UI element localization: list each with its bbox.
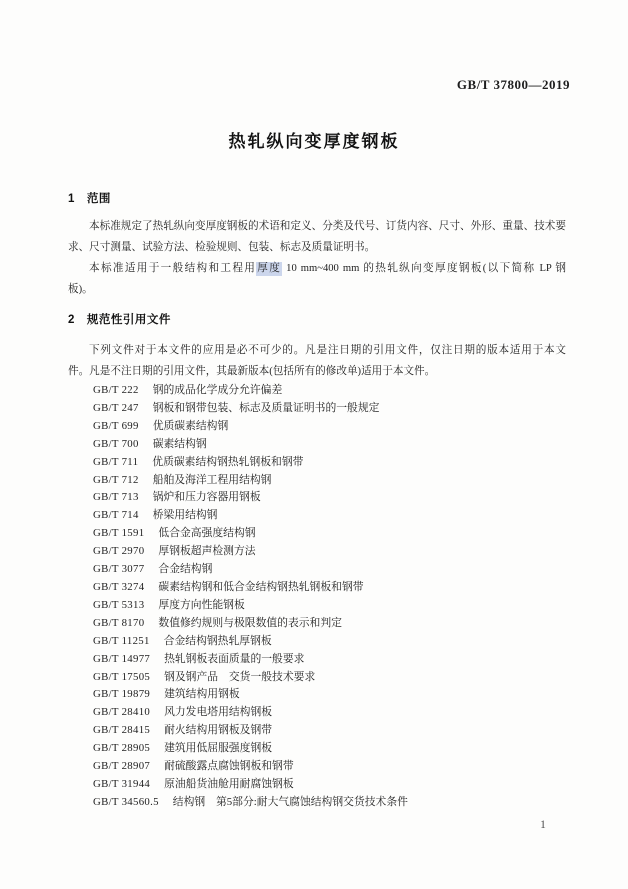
section-2-body bbox=[68, 340, 566, 382]
page-number: 1 bbox=[540, 819, 546, 831]
reference-code: GB/T 3077 bbox=[93, 563, 145, 576]
section-1-number: 1 bbox=[68, 193, 75, 205]
scope-paragraph-1-line-1: 本标准规定了热轧纵向变厚度钢板的术语和定义、分类及代号、订货内容、尺寸、外形、重量、技术要 bbox=[89, 221, 566, 232]
reference-title: 热轧钢板表面质量的一般要求 bbox=[164, 652, 305, 665]
reference-item bbox=[93, 436, 573, 454]
references-paragraph-line-1: 下列文件对于本文件的应用是必不可少的。凡是注日期的引用文件，仅注日期的版本适用于本文 bbox=[89, 345, 566, 356]
reference-title: 合金结构钢 bbox=[158, 563, 213, 576]
reference-code: GB/T 699 bbox=[93, 419, 139, 432]
reference-title: 耐硫酸露点腐蚀钢板和钢带 bbox=[164, 760, 294, 773]
reference-title: 船舶及海洋工程用结构钢 bbox=[152, 473, 272, 486]
reference-code: GB/T 712 bbox=[93, 473, 139, 486]
highlighted-text-thickness: 厚度 bbox=[257, 263, 282, 274]
reference-code: GB/T 19879 bbox=[93, 688, 151, 701]
section-1-heading bbox=[68, 190, 111, 206]
references-paragraph-line-2: 件。凡是不注日期的引用文件，其最新版本(包括所有的修改单)适用于本文件。 bbox=[68, 366, 436, 377]
reference-code: GB/T 11251 bbox=[93, 634, 150, 647]
references-list bbox=[93, 382, 573, 812]
reference-item bbox=[93, 776, 573, 794]
reference-title: 碳素结构钢 bbox=[152, 437, 207, 450]
reference-item bbox=[93, 758, 573, 776]
reference-title: 优质碳素结构钢热轧钢板和钢带 bbox=[152, 455, 304, 468]
reference-title: 结构钢 第5部分:耐大气腐蚀结构钢交货技术条件 bbox=[172, 795, 408, 808]
reference-title: 耐火结构用钢板及钢带 bbox=[164, 724, 273, 737]
reference-item bbox=[93, 651, 573, 669]
reference-title: 碳素结构钢和低合金结构钢热轧钢板和钢带 bbox=[158, 580, 364, 593]
reference-item bbox=[93, 615, 573, 633]
reference-item bbox=[93, 669, 573, 687]
scope-paragraph-2-post: 10 mm~400 mm 的热轧纵向变厚度钢板(以下简称 LP 钢 bbox=[282, 263, 567, 274]
reference-item bbox=[93, 454, 573, 472]
reference-code: GB/T 17505 bbox=[93, 670, 151, 683]
reference-code: GB/T 28905 bbox=[93, 742, 151, 755]
standard-code: GB/T 37800—2019 bbox=[456, 77, 570, 92]
reference-item bbox=[93, 489, 573, 507]
reference-code: GB/T 247 bbox=[93, 401, 139, 414]
reference-title: 合金结构钢热轧厚钢板 bbox=[163, 634, 272, 647]
reference-title: 数值修约规则与极限数值的表示和判定 bbox=[158, 616, 342, 629]
reference-title: 建筑结构用钢板 bbox=[164, 688, 240, 701]
reference-item bbox=[93, 543, 573, 561]
reference-title: 优质碳素结构钢 bbox=[152, 419, 229, 432]
reference-code: GB/T 700 bbox=[93, 437, 139, 450]
reference-item bbox=[93, 507, 573, 525]
reference-code: GB/T 711 bbox=[93, 455, 139, 468]
reference-title: 钢板和钢带包装、标志及质量证明书的一般规定 bbox=[152, 401, 380, 414]
reference-item bbox=[93, 686, 573, 704]
reference-item bbox=[93, 400, 573, 418]
reference-code: GB/T 31944 bbox=[93, 777, 151, 790]
reference-item bbox=[93, 740, 573, 758]
section-2-heading-text: 规范性引用文件 bbox=[86, 314, 171, 326]
scope-paragraph-1-line-2: 求、尺寸测量、试验方法、检验规则、包装、标志及质量证明书。 bbox=[68, 242, 376, 253]
reference-code: GB/T 2970 bbox=[93, 545, 145, 558]
scope-paragraph-2-pre: 本标准适用于一般结构和工程用 bbox=[89, 263, 257, 274]
reference-title: 低合金高强度结构钢 bbox=[158, 527, 256, 540]
section-1-heading-text: 范围 bbox=[86, 193, 111, 205]
reference-code: GB/T 28410 bbox=[93, 706, 151, 719]
reference-title: 建筑用低屈服强度钢板 bbox=[164, 742, 273, 755]
section-2-number: 2 bbox=[68, 314, 75, 326]
reference-title: 厚度方向性能钢板 bbox=[158, 598, 245, 611]
section-1-body bbox=[68, 216, 566, 300]
reference-item bbox=[93, 382, 573, 400]
reference-code: GB/T 28415 bbox=[93, 724, 151, 737]
reference-item bbox=[93, 597, 573, 615]
reference-code: GB/T 1591 bbox=[93, 527, 145, 540]
reference-title: 桥梁用结构钢 bbox=[152, 509, 218, 522]
reference-title: 原油船货油舱用耐腐蚀钢板 bbox=[164, 777, 294, 790]
scope-paragraph-2-line-2: 板)。 bbox=[68, 284, 93, 295]
reference-title: 钢的成品化学成分允许偏差 bbox=[152, 384, 283, 396]
reference-title: 钢及钢产品 交货一般技术要求 bbox=[164, 670, 316, 683]
reference-item bbox=[93, 525, 573, 543]
reference-code: GB/T 713 bbox=[93, 491, 139, 504]
reference-code: GB/T 222 bbox=[93, 384, 139, 396]
reference-title: 风力发电塔用结构钢板 bbox=[164, 706, 273, 719]
reference-code: GB/T 8170 bbox=[93, 616, 145, 629]
reference-item bbox=[93, 794, 573, 812]
document-title: 热轧纵向变厚度钢板 bbox=[228, 132, 400, 151]
reference-item bbox=[93, 579, 573, 597]
reference-code: GB/T 5313 bbox=[93, 598, 145, 611]
reference-code: GB/T 3274 bbox=[93, 580, 145, 593]
reference-title: 厚钢板超声检测方法 bbox=[158, 545, 256, 558]
reference-code: GB/T 28907 bbox=[93, 760, 151, 773]
scope-paragraph-2-line-1 bbox=[68, 258, 566, 279]
reference-item bbox=[93, 704, 573, 722]
reference-code: GB/T 714 bbox=[93, 509, 139, 522]
section-2-heading bbox=[68, 311, 171, 327]
reference-item bbox=[93, 633, 573, 651]
reference-code: GB/T 14977 bbox=[93, 652, 151, 665]
reference-item bbox=[93, 472, 573, 490]
reference-item bbox=[93, 722, 573, 740]
reference-item bbox=[93, 418, 573, 436]
reference-code: GB/T 34560.5 bbox=[93, 795, 159, 808]
reference-item bbox=[93, 561, 573, 579]
reference-title: 锅炉和压力容器用钢板 bbox=[152, 491, 261, 504]
